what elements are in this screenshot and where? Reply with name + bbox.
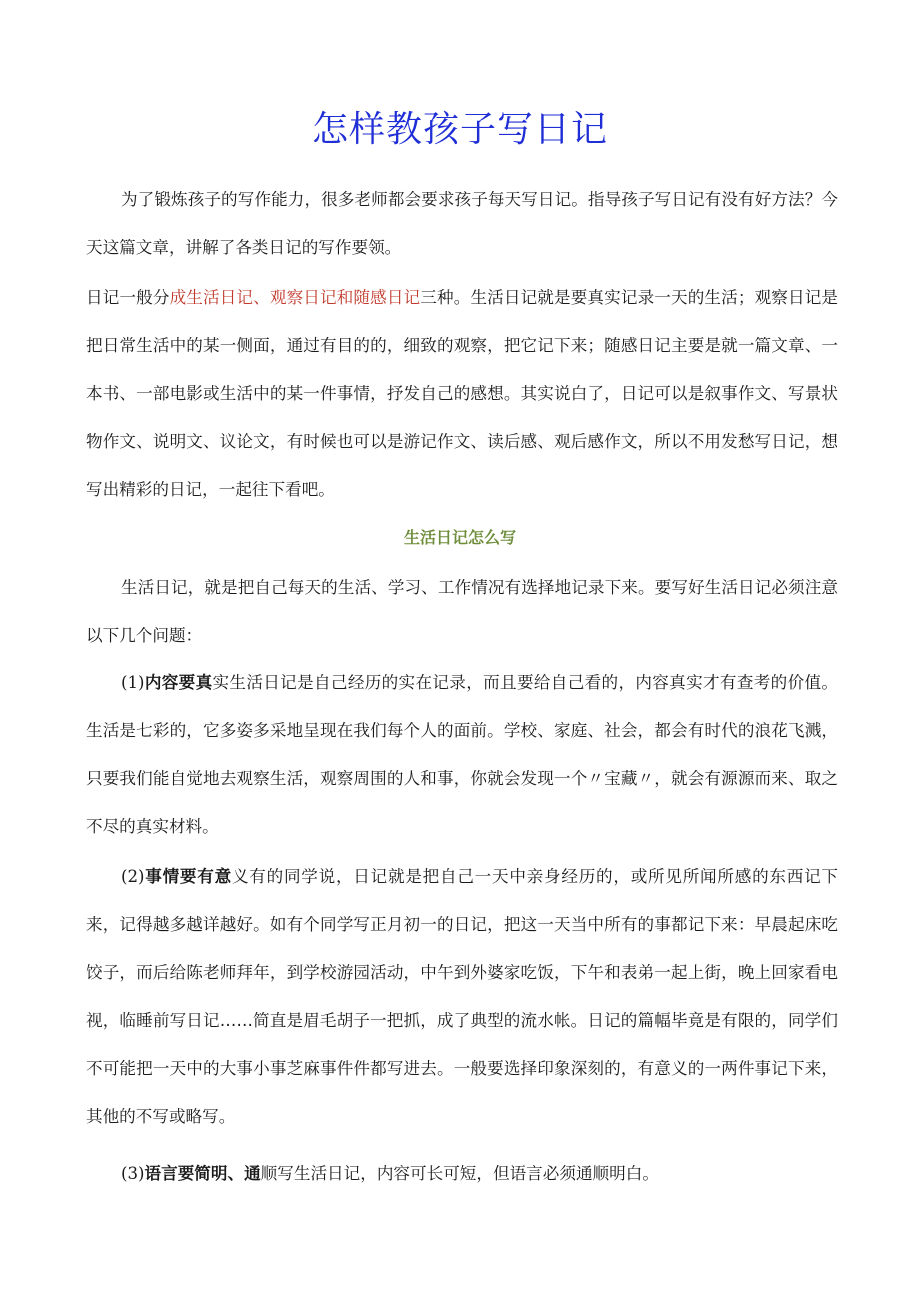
section-heading: 生活日记怎么写	[403, 528, 516, 547]
point-1-number: (1)	[121, 673, 145, 692]
overview-highlight: 成生活日记、观察日记和随感日记	[169, 288, 421, 307]
point-3-paragraph	[86, 1150, 838, 1198]
point-1-text: 实生活日记是自己经历的实在记录，而且要给自己看的，内容真实才有查考的价值。生活是七彩的，它多姿多采地呈现在我们每个人的面前。学校、家庭、社会，都会有时代的浪花飞溅，只要我们能自觉地去观察生活，观察周围的人和事，你就会发现一个〃宝藏〃，就会有源源而来、取之不尽的真实材料。	[86, 673, 839, 836]
point-2-text: 义有的同学说，日记就是把自己一天中亲身经历的，或所见所闻所感的东西记下来，记得越多越详越好。如有个同学写正月初一的日记，把这一天当中所有的事都记下来：早晨起床吃饺子，而后给陈老师拜年，到学校游园活动，中午到外婆家吃饭，下午和表弟一起上街，晚上回家看电视，临睡前写日记……简直是眉毛胡子一把抓，成了典型的流水帐。日记的篇幅毕竟是有限的，同学们不可能把一天中的大事小事芝麻事件件都写进去。一般要选择印象深刻的，有意义的一两件事记下来，其他的不写或略写。	[86, 867, 839, 1126]
document-title: 怎样教孩子写日记	[311, 109, 608, 150]
intro-paragraph: 为了锻炼孩子的写作能力，很多老师都会要求孩子每天写日记。指导孩子写日记有没有好方法？今天这篇文章，讲解了各类日记的写作要领。	[86, 190, 838, 257]
overview-paragraph	[86, 274, 838, 514]
point-3-number: (3)	[121, 1164, 145, 1183]
point-3-bold: 语言要简明、通	[144, 1164, 261, 1183]
point-3-text: 顺写生活日记，内容可长可短，但语言必须通顺明白。	[260, 1164, 659, 1183]
overview-prefix: 日记一般分	[86, 288, 170, 307]
point-2-paragraph	[86, 853, 838, 1141]
point-2-bold: 事情要有意	[144, 867, 232, 886]
section-intro-paragraph: 生活日记，就是把自己每天的生活、学习、工作情况有选择地记录下来。要写好生活日记必须注意以下几个问题：	[86, 578, 838, 645]
point-2-number: (2)	[121, 867, 145, 886]
point-1-paragraph	[86, 659, 838, 851]
overview-rest: 三种。生活日记就是要真实记录一天的生活；观察日记是把日常生活中的某一侧面，通过有目的的，细致的观察，把它记下来；随感日记主要是就一篇文章、一本书、一部电影或生活中的某一件事情，抒发自己的感想。其实说白了，日记可以是叙事作文、写景状物作文、说明文、议论文，有时候也可以是游记作文、读后感、观后感作文，所以不用发愁写日记，想写出精彩的日记，一起往下看吧。	[86, 288, 839, 499]
point-1-bold: 内容要真	[144, 673, 213, 692]
